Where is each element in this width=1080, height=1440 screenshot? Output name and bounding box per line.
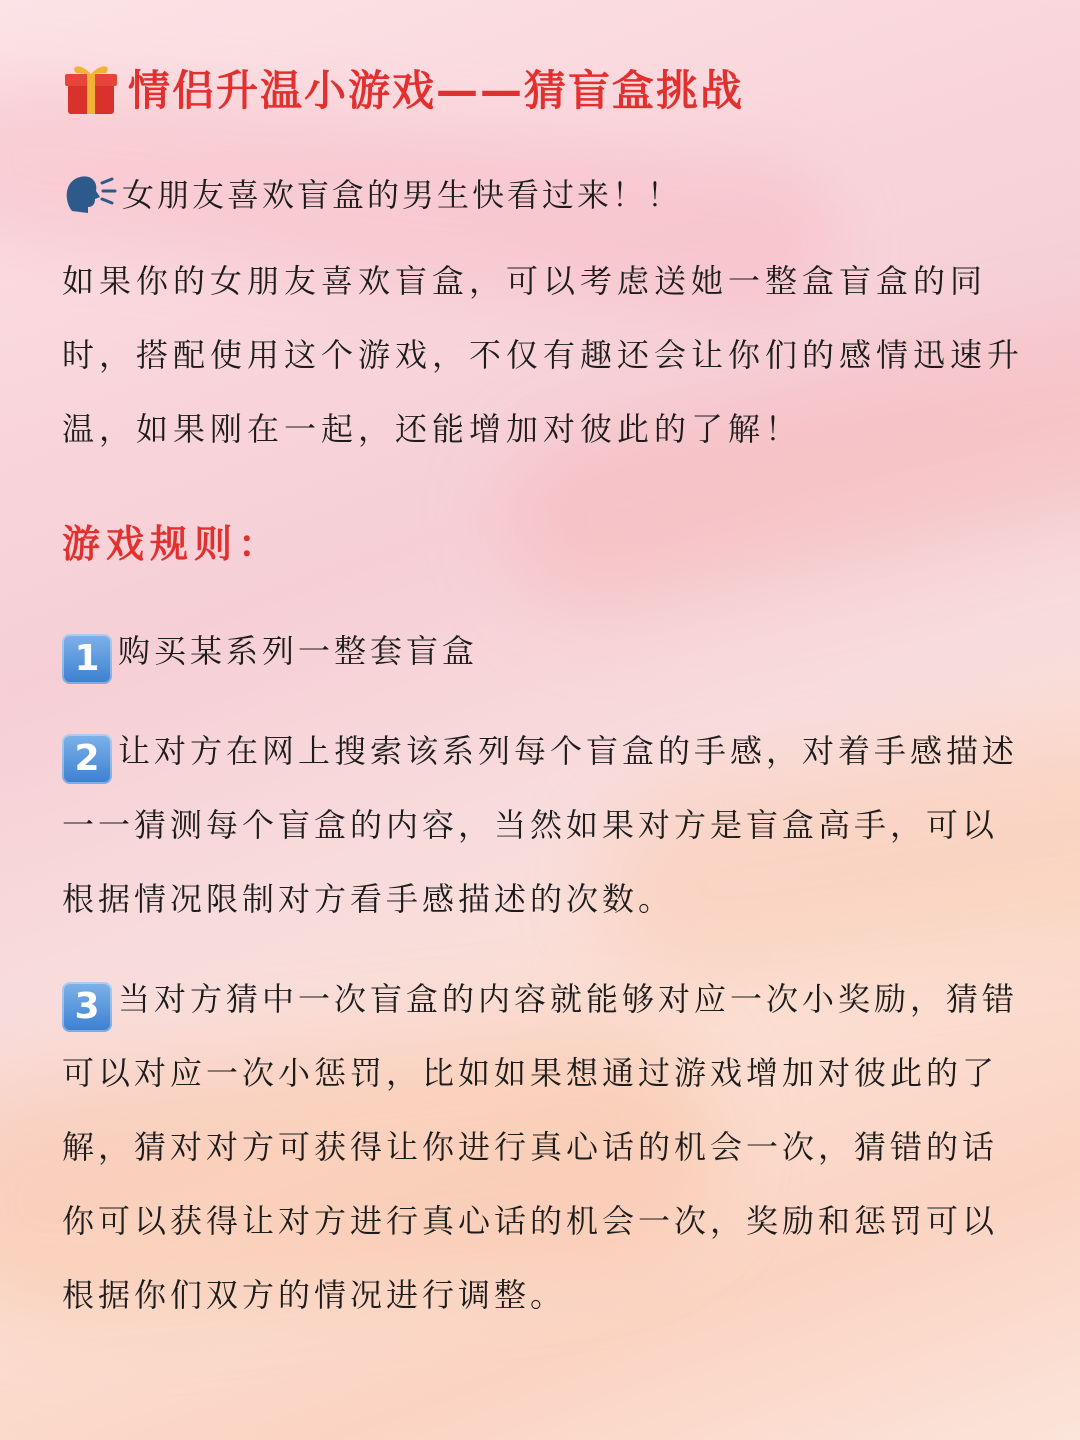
number-3-icon: 3 [62,982,112,1032]
speaking-head-icon [62,171,118,215]
intro-paragraph: 如果你的女朋友喜欢盲盒，可以考虑送她一整盒盲盒的同时，搭配使用这个游戏，不仅有趣还会让你们的感情迅速升温，如果刚在一起，还能增加对彼此的了解！ [62,262,1025,448]
rule-text: 当对方猜中一次盲盒的内容就能够对应一次小奖励，猜错可以对应一次小惩罚，比如如果想通过游戏增加对彼此的了解，猜对对方可获得让你进行真心话的机会一次，猜错的话你可以获得让对方进行真心话的机会一次，奖励和惩罚可以根据你们双方的情况进行调整。 [62,980,1019,1314]
page-title: 情侣升温小游戏——猜盲盒挑战 [128,66,745,115]
rule-item [62,614,1030,688]
post-content [62,48,1030,1332]
title-row [62,48,1030,128]
rule-text: 让对方在网上搜索该系列每个盲盒的手感，对着手感描述一一猜测每个盲盒的内容，当然如果对方是盲盒高手，可以根据情况限制对方看手感描述的次数。 [62,732,1019,918]
intro-subtitle: 女朋友喜欢盲盒的男生快看过来！！ [122,176,683,214]
number-1-icon: 1 [62,634,112,684]
rule-item [62,714,1030,936]
rule-text: 购买某系列一整套盲盒 [118,632,479,670]
intro-subtitle-row [62,168,1030,218]
number-2-icon: 2 [62,734,112,784]
rule-item [62,962,1030,1332]
gift-icon [62,60,120,116]
rules-heading: 游戏规则： [62,522,283,566]
